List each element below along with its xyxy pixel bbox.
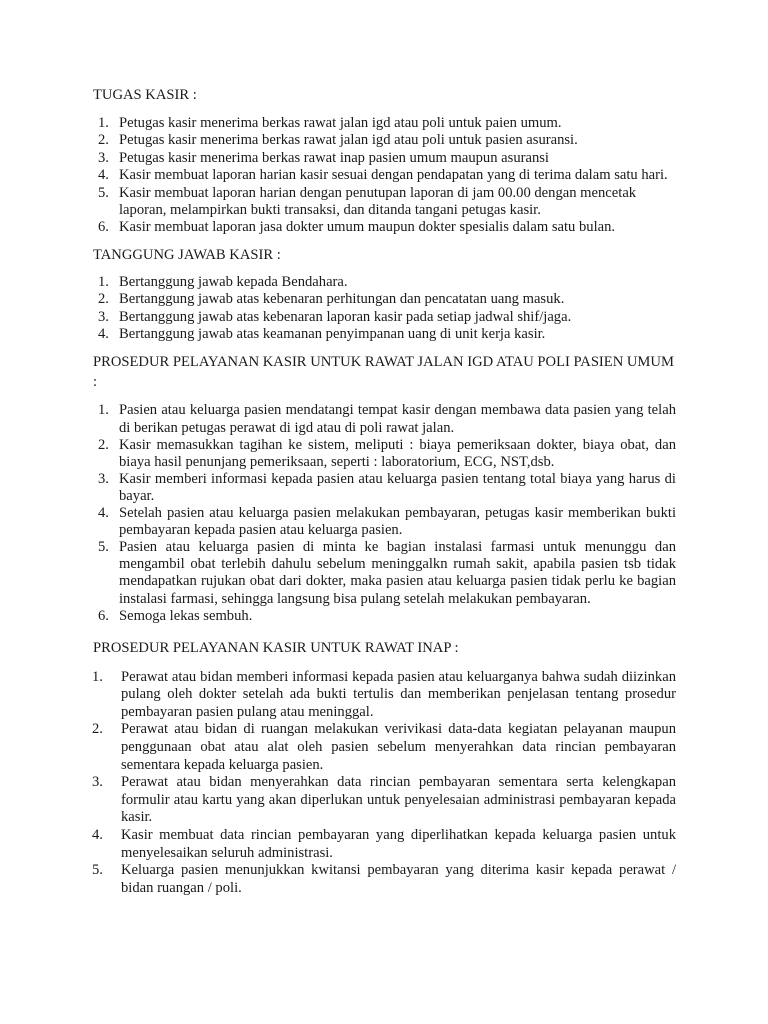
list-item-number: 3.: [98, 149, 109, 166]
list-item-number: 1.: [92, 668, 103, 685]
list-item-number: 5.: [98, 539, 109, 556]
list-item-number: 1.: [98, 402, 109, 419]
list-item: [93, 862, 676, 897]
list-item-number: 3.: [98, 308, 109, 325]
list-item-number: 3.: [98, 470, 109, 487]
list-item-number: 1.: [98, 115, 109, 131]
list-item: [93, 326, 676, 343]
list-item: [93, 608, 676, 625]
list-item-number: 5.: [98, 184, 109, 201]
list-item-number: 4.: [98, 505, 109, 522]
list-item-number: 3.: [92, 774, 103, 791]
list-item: [93, 539, 676, 607]
section-title-prosedur-rawat-inap: PROSEDUR PELAYANAN KASIR UNTUK RAWAT INAP :: [93, 639, 459, 656]
list-item-number: 2.: [98, 436, 109, 453]
section-title-prosedur-rawat-jalan: PROSEDUR PELAYANAN KASIR UNTUK RAWAT JALAN IGD ATAU POLI PASIEN UMUM :: [93, 354, 674, 390]
list-item-number: 5.: [92, 862, 103, 879]
list-item-text: Petugas kasir menerima berkas rawat jalan igd atau poli untuk pasien asuransi.: [119, 132, 578, 149]
list-item-text: Bertanggung jawab atas keamanan penyimpanan uang di unit kerja kasir.: [119, 326, 546, 343]
list-item-number: 2.: [98, 132, 109, 149]
list-item-text: Semoga lekas sembuh.: [119, 607, 253, 624]
list-item-number: 4.: [98, 326, 109, 343]
list-item: [93, 115, 676, 132]
list-item-text: Petugas kasir menerima berkas rawat inap pasien umum maupun asuransi: [119, 149, 549, 166]
list-item: [93, 219, 676, 236]
list-item-text: Setelah pasien atau keluarga pasien melakukan pembayaran, petugas kasir memberikan bukti pembayaran kepada pasien atau keluarga pasien.: [119, 505, 676, 539]
list-item: [93, 437, 676, 471]
list-item-text: Kasir memberi informasi kepada pasien atau keluarga pasien tentang total biaya yang harus di bayar.: [119, 470, 676, 504]
list-item: [93, 291, 676, 308]
list-item-text: Pasien atau keluarga pasien di minta ke bagian instalasi farmasi untuk menunggu dan mengambil obat terlebih dahulu sebelum meninggalkn rumah sakit, apabila pasien tsb tidak mendapatkan rujukan obat dari dokter, maka pasien atau keluarga pasien tidak perlu ke bagian instalasi farmasi, sehingga langsung bisa pulang setelah melakukan pembayaran.: [119, 539, 676, 607]
list-item-text: Perawat atau bidan di ruangan melakukan verivikasi data-data kegiatan pelayanan maupun penggunaan obat atau alat oleh pasien sebelum menyerahkan data rincian pembayaran sementara kepada keluarga pasien.: [121, 721, 676, 773]
list-item-text: Kasir membuat laporan harian dengan penutupan laporan di jam 00.00 dengan mencetak laporan, melampirkan bukti transaksi, dan ditanda tangani petugas kasir.: [119, 184, 637, 219]
list-item-text: Petugas kasir menerima berkas rawat jalan igd atau poli untuk paien umum.: [119, 115, 562, 131]
list-item-text: Bertanggung jawab atas kebenaran laporan kasir pada setiap jadwal shif/jaga.: [119, 308, 572, 325]
list-tanggung-jawab: [93, 274, 676, 344]
list-item-text: Bertanggung jawab kepada Bendahara.: [119, 273, 348, 290]
document-page: [93, 86, 676, 897]
list-item-number: 2.: [92, 721, 103, 738]
list-item: [93, 827, 676, 862]
list-item-text: Bertanggung jawab atas kebenaran perhitungan dan pencatatan uang masuk.: [119, 291, 565, 308]
list-item: [93, 505, 676, 539]
list-item: [93, 274, 676, 291]
list-item: [93, 185, 676, 220]
section-title-tanggung-jawab: TANGGUNG JAWAB KASIR :: [93, 246, 281, 263]
list-item: [93, 774, 676, 827]
list-item-text: Kasir membuat laporan jasa dokter umum maupun dokter spesialis dalam satu bulan.: [119, 219, 616, 236]
list-item: [93, 132, 676, 149]
list-prosedur-rawat-jalan: [93, 402, 676, 624]
list-tugas-kasir: [93, 115, 676, 237]
list-item-number: 6.: [98, 607, 109, 624]
list-item: [93, 721, 676, 774]
list-item: [93, 669, 676, 722]
list-item-text: Keluarga pasien menunjukkan kwitansi pembayaran yang diterima kasir kepada perawat / bidan ruangan / poli.: [121, 862, 676, 896]
list-item-text: Kasir memasukkan tagihan ke sistem, meliputi : biaya pemeriksaan dokter, biaya obat, dan biaya hasil penunjang pemeriksaan, seperti : laboratorium, ECG, NST,dsb.: [119, 436, 676, 470]
list-item-number: 4.: [92, 827, 103, 844]
list-item: [93, 309, 676, 326]
list-item-number: 2.: [98, 291, 109, 308]
list-item-text: Perawat atau bidan memberi informasi kepada pasien atau keluarganya bahwa sudah diizinkan pulang oleh dokter setelah ada bukti tertulis dan memberikan penjelasan tentang prosedur pembayaran pasien pulang atau meninggal.: [121, 668, 676, 720]
list-item-text: Pasien atau keluarga pasien mendatangi tempat kasir dengan membawa data pasien yang telah di berikan petugas perawat di igd atau di poli rawat jalan.: [119, 402, 676, 436]
list-item-text: Kasir membuat data rincian pembayaran yang diperlihatkan kepada keluarga pasien untuk menyelesaikan seluruh administrasi.: [121, 827, 676, 861]
list-item: [93, 167, 676, 184]
section-title-tugas-kasir: TUGAS KASIR :: [93, 87, 197, 103]
list-item-text: Kasir membuat laporan harian kasir sesuai dengan pendapatan yang di terima dalam satu hari.: [119, 167, 668, 184]
list-item-number: 1.: [98, 273, 109, 290]
list-item: [93, 471, 676, 505]
list-item-text: Perawat atau bidan menyerahkan data rincian pembayaran sementara serta kelengkapan formulir atau kartu yang akan diperlukan untuk penyelesaian administrasi pembayaran kepada kasir.: [121, 774, 676, 826]
list-prosedur-rawat-inap: [93, 669, 676, 898]
list-item-number: 4.: [98, 167, 109, 184]
list-item: [93, 150, 676, 167]
list-item-number: 6.: [98, 219, 109, 236]
list-item: [93, 402, 676, 436]
